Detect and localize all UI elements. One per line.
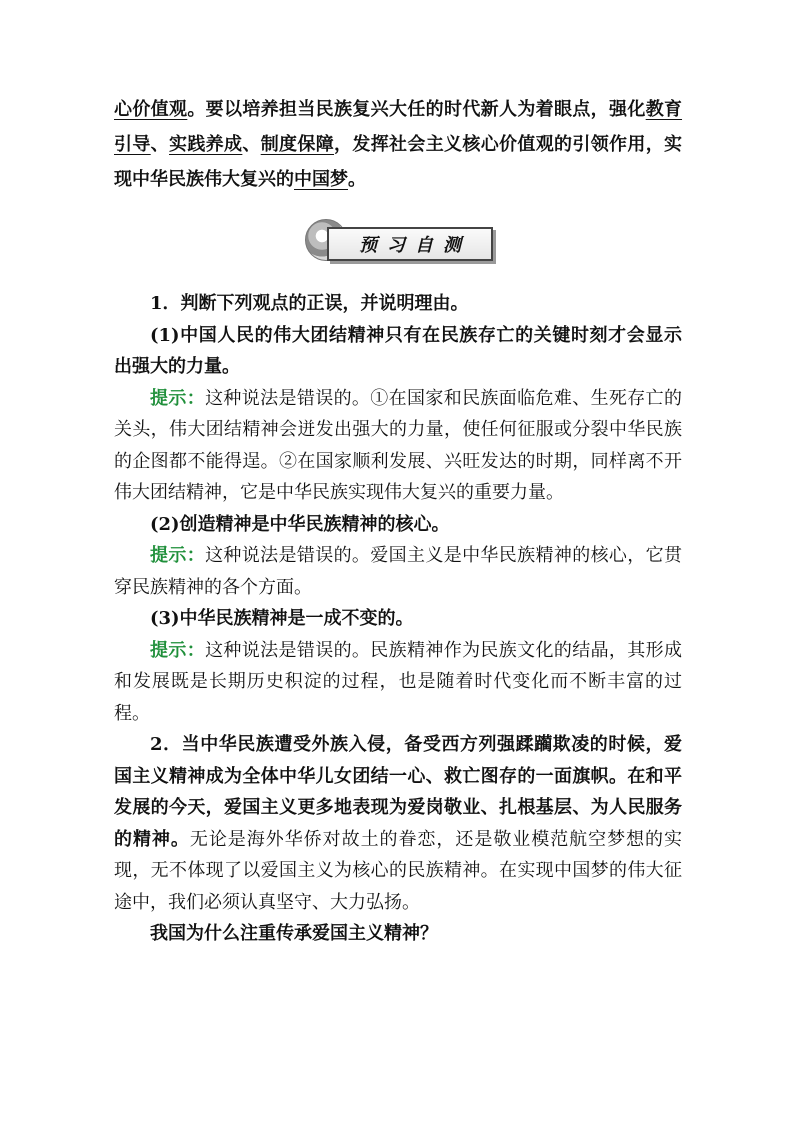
q2-text-light: 无论是海外华侨对故土的眷恋，还是敬业模范航空梦想的实现，无不体现了以爱国主义为核心的民族精神。在实现中国梦的伟大征途中，我们必须认真坚守、大力弘扬。	[114, 828, 683, 913]
hint-label: 提示：	[150, 387, 206, 409]
hint-label: 提示：	[150, 639, 206, 661]
q2-lead: 2．	[150, 734, 182, 755]
q2-question: 我国为什么注重传承爱国主义精神？	[150, 923, 438, 944]
q1-item-2-statement: (2)创造精神是中华民族精神的核心。	[150, 513, 450, 535]
banner-box	[327, 227, 493, 261]
intro-paragraph-block	[114, 92, 682, 197]
q2-material	[114, 729, 682, 918]
self-test-section	[114, 288, 682, 950]
hint-text: 这种说法是错误的。爱国主义是中华民族精神的核心，它贯穿民族精神的各个方面。	[114, 545, 683, 598]
intro-seg-6: 制度保障	[260, 134, 335, 155]
hint-label: 提示：	[150, 545, 206, 566]
q1-item-3-hint	[114, 635, 682, 730]
intro-seg-8: 中国梦	[294, 169, 348, 190]
hint-text: 这种说法是错误的。民族精神作为民族文化的结晶，其形成和发展既是长期历史积淀的过程，也是随着时代变化而不断丰富的过程。	[114, 639, 683, 724]
intro-paragraph	[114, 92, 682, 197]
intro-seg-9: 。	[348, 169, 366, 190]
intro-seg-7: ，发挥社会主义核心价值观的引领作用，实现中华民族伟大复兴的	[114, 134, 683, 190]
intro-seg-0: 心价值观	[114, 99, 188, 120]
intro-seg-1: 。要以培养担当民族复兴大任的时代新人为着眼点，强化	[187, 99, 646, 120]
q1-item-1-statement: (1)中国人民的伟大团结精神只有在民族存亡的关键时刻才会显示出强大的力量。	[114, 324, 682, 377]
hint-text: 这种说法是错误的。①在国家和民族面临危难、生死存亡的关头，伟大团结精神会迸发出强大的力量，使任何征服或分裂中华民族的企图都不能得逞。②在国家顺利发展、兴旺发达的时期，同样离不开伟大团结精神，它是中华民族实现伟大复兴的重要力量。	[114, 387, 683, 503]
intro-seg-5: 、	[242, 134, 261, 155]
q1-item-1-hint	[114, 383, 682, 509]
intro-seg-2: 教育引导	[114, 99, 683, 155]
q1-item-2-hint	[114, 540, 682, 603]
intro-seg-4: 实践养成	[169, 134, 243, 155]
q1-item-3-statement: (3)中华民族精神是一成不变的。	[150, 608, 414, 629]
q2-text-bold: 当中华民族遭受外族入侵，备受西方列强蹂躏欺凌的时候，爱国主义精神成为全体中华儿女团结一心、救亡图存的一面旗帜。在和平发展的今天，爱国主义更多地表现为爱岗敬业、扎根基层、为人民服务的精神。	[114, 734, 683, 850]
q1-stem: 1．判断下列观点的正误，并说明理由。	[150, 293, 469, 314]
intro-seg-3: 、	[150, 134, 170, 155]
section-banner	[305, 215, 495, 265]
banner-title: 预习自测	[359, 235, 471, 256]
